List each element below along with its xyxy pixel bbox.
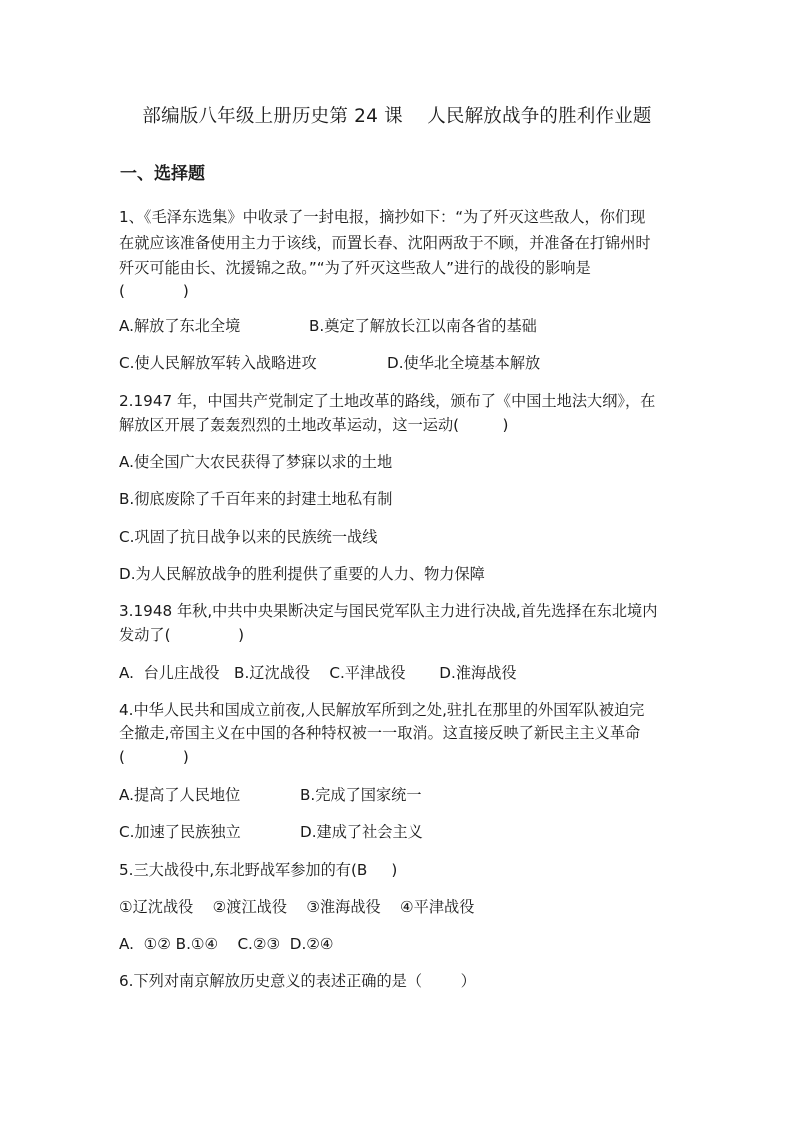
q1-option-b: B.奠定了解放长江以南各省的基础	[309, 317, 537, 335]
q3-options: A. 台儿庄战役 B.辽沈战役 C.平津战役 D.淮海战役	[119, 664, 517, 682]
q4-options-row-2	[119, 821, 684, 843]
q3-text-line-2: 发动了( )	[119, 626, 245, 644]
q2-text-line-1: 2.1947 年，中国共产党制定了土地改革的路线，颁布了《中国土地法大纲》，在	[119, 392, 656, 410]
q4-options-row-1	[119, 784, 684, 806]
q1-options-row-2	[119, 352, 684, 374]
q1-text-line-2: 在就应该准备使用主力于该线，而置长春、沈阳两敌于不顾，并准备在打锦州时	[119, 234, 651, 252]
q4-text-line-2: 全撤走,帝国主义在中国的各种特权被一一取消。这直接反映了新民主主义革命	[119, 724, 641, 742]
document-title: 部编版八年级上册历史第 24 课 人民解放战争的胜利作业题	[142, 106, 652, 127]
q2-option-a: A.使全国广大农民获得了梦寐以求的土地	[119, 453, 393, 471]
q1-text-line-1: 1、《毛泽东选集》中收录了一封电报，摘抄如下：“为了歼灭这些敌人，你们现	[119, 208, 646, 226]
q5-items: ①辽沈战役 ②渡江战役 ③淮海战役 ④平津战役	[119, 898, 475, 916]
q6-text-line: 6.下列对南京解放历史意义的表述正确的是（ ）	[119, 972, 476, 990]
q4-option-c: C.加速了民族独立	[119, 823, 241, 841]
q1-option-d: D.使华北全境基本解放	[387, 354, 541, 372]
q2-option-b: B.彻底废除了千百年来的封建土地私有制	[119, 490, 393, 508]
q4-answer-blank: ( )	[119, 748, 189, 766]
q5-text-line: 5.三大战役中,东北野战军参加的有(B )	[119, 861, 398, 879]
q4-option-d: D.建成了社会主义	[300, 823, 423, 841]
q1-option-a: A.解放了东北全境	[119, 317, 241, 335]
q4-option-b: B.完成了国家统一	[300, 786, 422, 804]
q2-option-d: D.为人民解放战争的胜利提供了重要的人力、物力保障	[119, 565, 485, 583]
q1-text-line-3: 歼灭可能由长、沈援锦之敌。”“为了歼灭这些敌人”进行的战役的影响是	[119, 259, 591, 277]
q2-text-line-2: 解放区开展了轰轰烈烈的土地改革运动，这一运动( )	[119, 416, 509, 434]
q3-text-line-1: 3.1948 年秋,中共中央果断决定与国民党军队主力进行决战,首先选择在东北境内	[119, 602, 658, 620]
q1-answer-blank: ( )	[119, 282, 189, 300]
q2-option-c: C.巩固了抗日战争以来的民族统一战线	[119, 528, 378, 546]
q1-options-row-1	[119, 315, 684, 337]
q1-option-c: C.使人民解放军转入战略进攻	[119, 354, 317, 372]
section-heading: 一、选择题	[120, 164, 205, 184]
q4-option-a: A.提高了人民地位	[119, 786, 241, 804]
q5-options: A. ①② B.①④ C.②③ D.②④	[119, 935, 334, 953]
q4-text-line-1: 4.中华人民共和国成立前夜,人民解放军所到之处,驻扎在那里的外国军队被迫完	[119, 701, 645, 719]
